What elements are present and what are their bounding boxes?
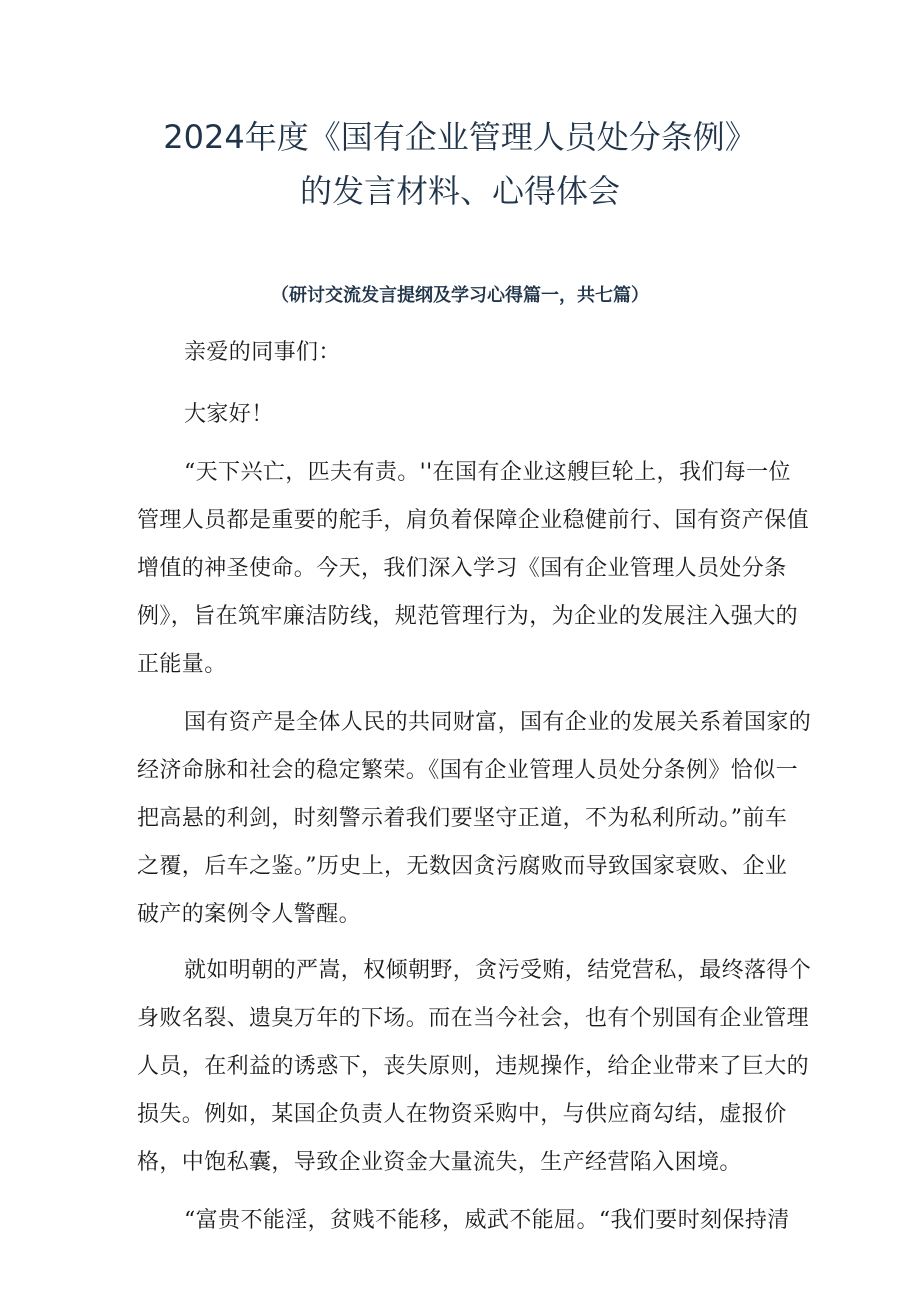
document-title-line-1: 2024年度《国有企业管理人员处分条例》	[163, 118, 757, 156]
salutation-line: 亲爱的同事们：	[184, 340, 341, 365]
body-text-line: 之覆，后车之鉴。”历史上，无数因贪污腐败而导致国家衰败、企业	[137, 854, 788, 879]
body-text-line: 损失。例如，某国企负责人在物资采购中，与供应商勾结，虚报价	[137, 1102, 787, 1127]
greeting-line: 大家好！	[184, 402, 274, 427]
document-title-line-2: 的发言材料、心得体会	[299, 172, 620, 210]
body-text-line: 增值的神圣使命。今天，我们深入学习《国有企业管理人员处分条	[137, 556, 787, 581]
body-text-line: 人员，在利益的诱惑下，丧失原则，违规操作，给企业带来了巨大的	[137, 1054, 810, 1079]
body-text-line: 身败名裂、遗臭万年的下场。而在当今社会，也有个别国有企业管理	[137, 1006, 810, 1031]
body-text-line: 经济命脉和社会的稳定繁荣。《国有企业管理人员处分条例》恰似一	[137, 758, 799, 783]
body-text-line: 国有资产是全体人民的共同财富，国有企业的发展关系着国家的	[184, 710, 812, 735]
body-text-line: 破产的案例令人警醒。	[137, 902, 362, 927]
body-text-line: 格，中饱私囊，导致企业资金大量流失，生产经营陷入困境。	[137, 1150, 742, 1175]
body-text-line: 例》，旨在筑牢廉洁防线，规范管理行为，为企业的发展注入强大的	[137, 604, 799, 629]
document-subtitle: （研讨交流发言提纲及学习心得篇一，共七篇）	[271, 285, 649, 306]
body-text-line: 把高悬的利剑，时刻警示着我们要坚守正道，不为私利所动。”前车	[137, 806, 788, 831]
body-text-line: “天下兴亡，匹夫有责。''在国有企业这艘巨轮上，我们每一位	[184, 460, 791, 485]
body-text-line: 正能量。	[137, 652, 227, 677]
body-text-line: 管理人员都是重要的舵手，肩负着保障企业稳健前行、国有资产保值	[137, 508, 810, 533]
body-text-line: 就如明朝的严嵩，权倾朝野，贪污受贿，结党营私，最终落得个	[184, 958, 812, 983]
body-text-line: “富贵不能淫，贫贱不能移，威武不能屈。“我们要时刻保持清	[184, 1208, 790, 1233]
